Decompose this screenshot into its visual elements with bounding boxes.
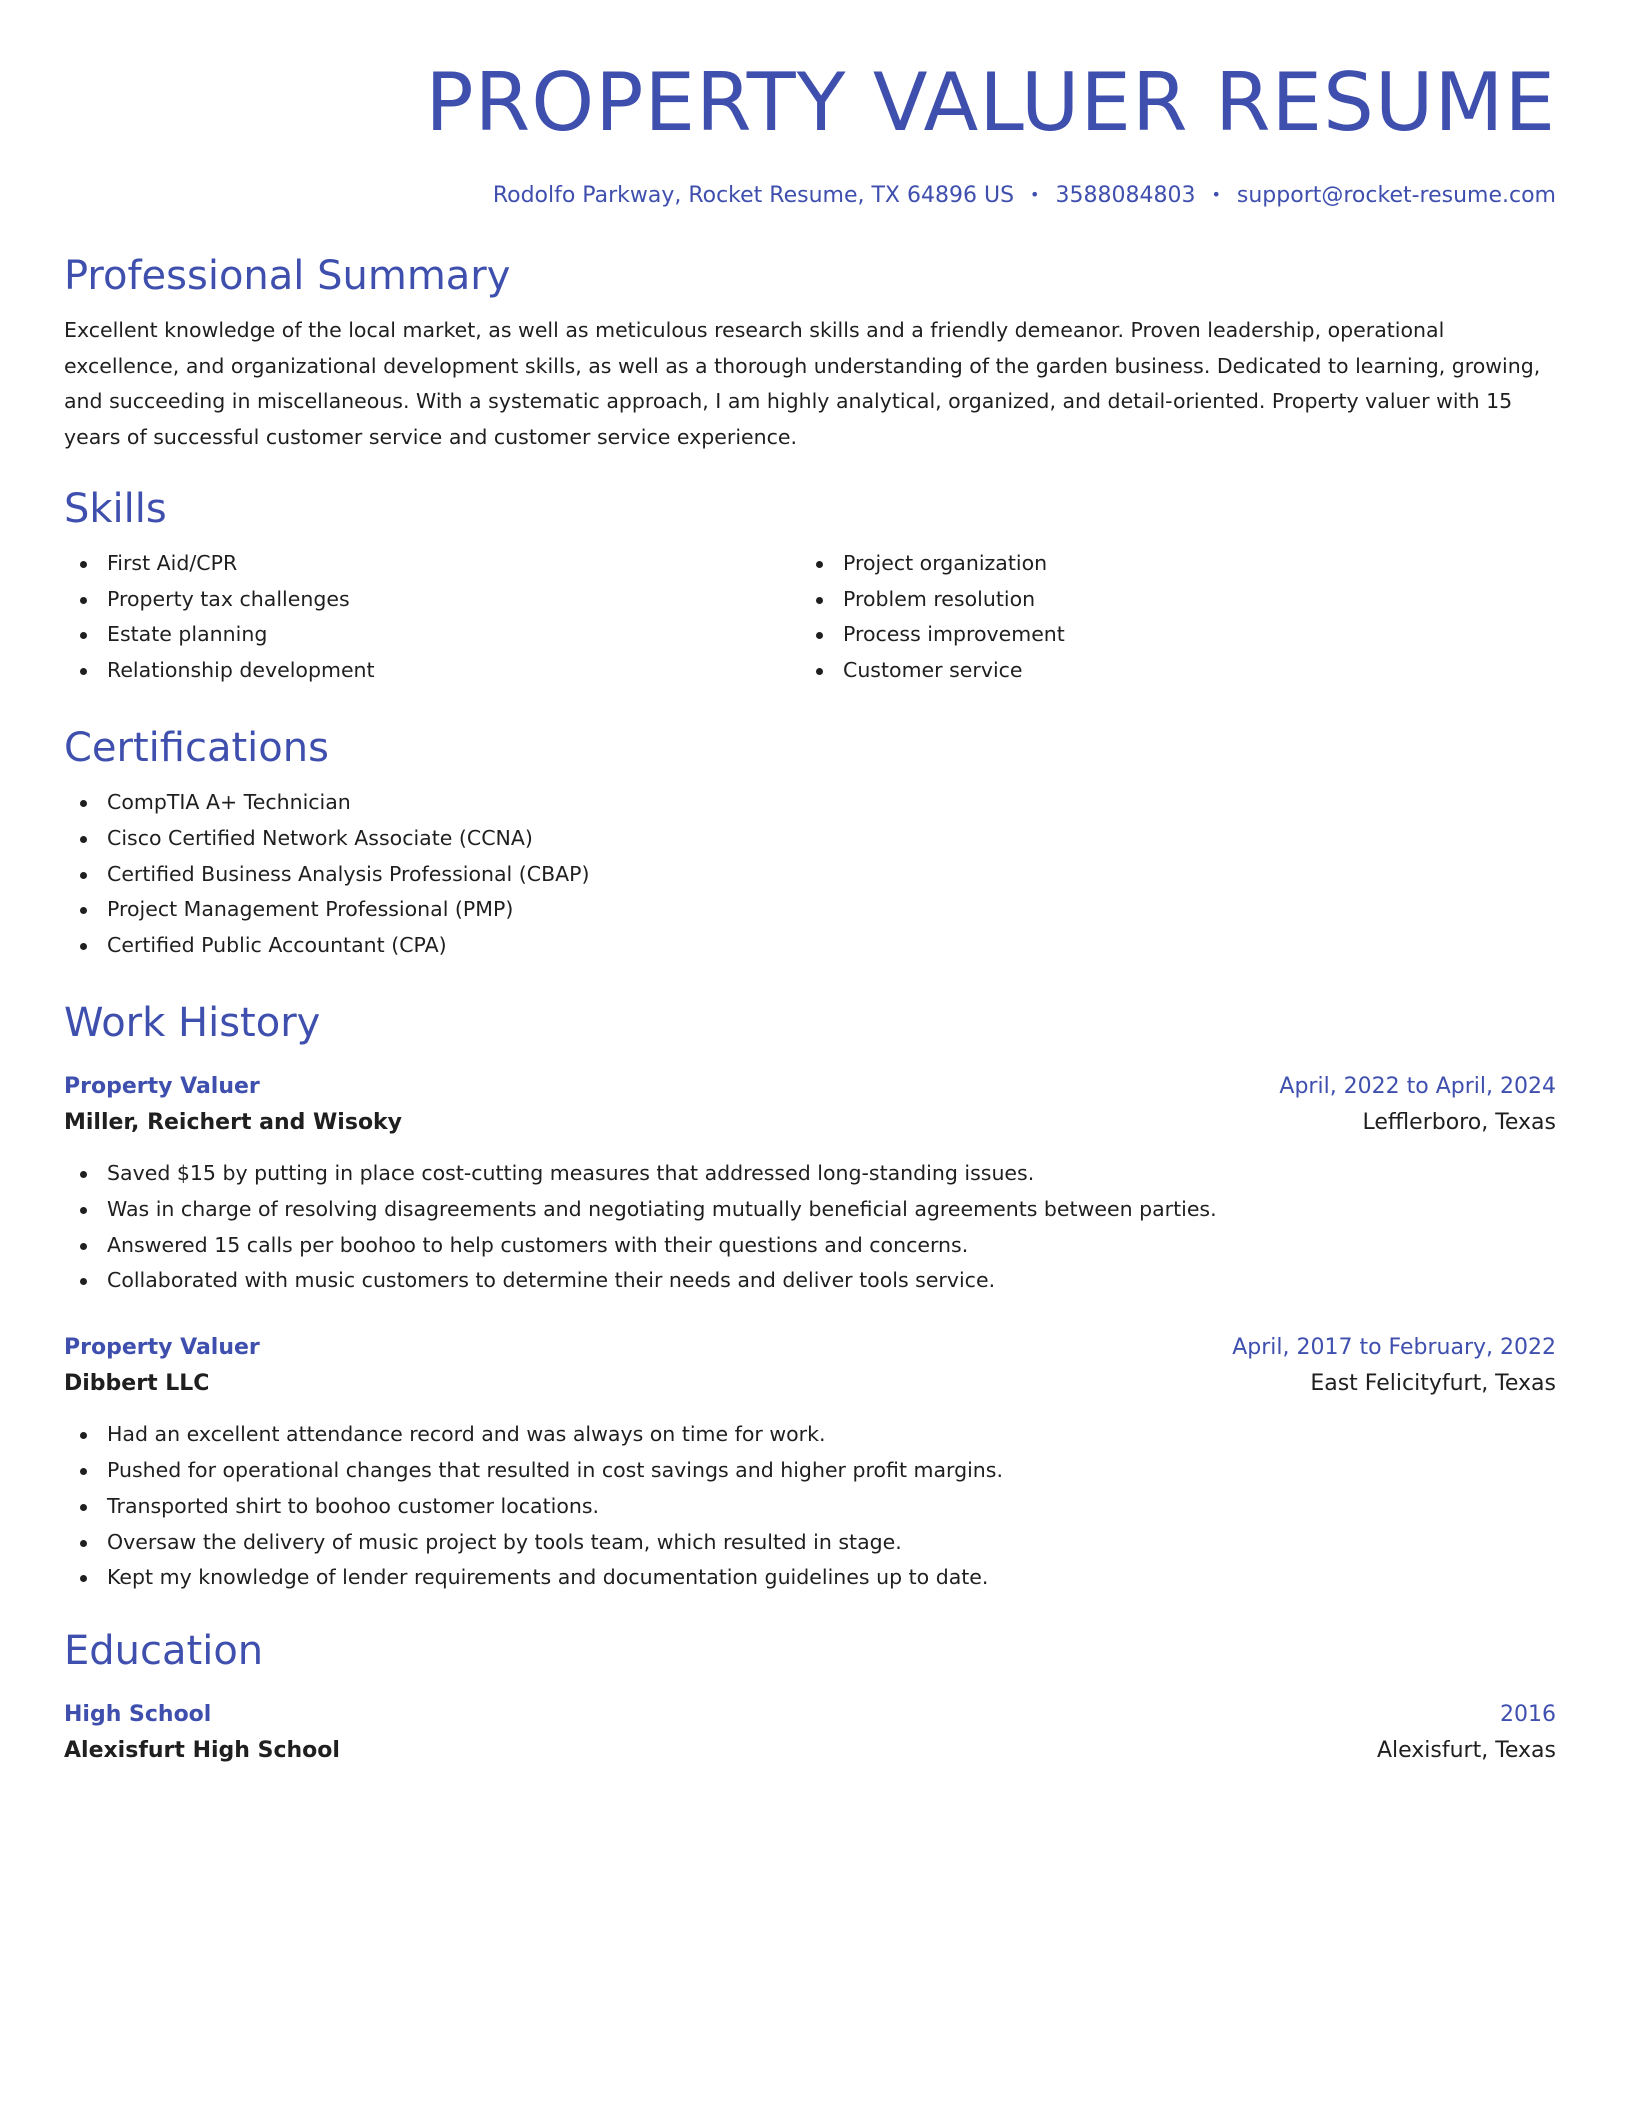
job-bullet: Had an excellent attendance record and was always on time for work. — [64, 1417, 1556, 1453]
resume-title: PROPERTY VALUER RESUME — [425, 56, 1556, 149]
job-header-row — [64, 1331, 1556, 1365]
job-dates: April, 2022 to April, 2024 — [1279, 1073, 1556, 1099]
certification-item: Certified Public Accountant (CPA) — [64, 928, 1556, 964]
skills-list — [64, 546, 1556, 689]
education-degree: High School — [64, 1702, 212, 1728]
skills-column-left — [64, 546, 800, 689]
skill-item: Project organization — [800, 546, 1556, 582]
job-bullet: Collaborated with music customers to determine their needs and deliver tools service. — [64, 1263, 1556, 1299]
contact-phone[interactable]: 3588084803 — [1055, 183, 1196, 208]
contact-address: Rodolfo Parkway, Rocket Resume, TX 64896 US — [492, 183, 1015, 208]
certifications-list — [64, 785, 1556, 964]
certification-item: Cisco Certified Network Associate (CCNA) — [64, 821, 1556, 857]
certification-item: CompTIA A+ Technician — [64, 785, 1556, 821]
summary-heading: Professional Summary — [64, 253, 511, 299]
skill-item: Estate planning — [64, 617, 800, 653]
contact-email[interactable]: support@rocket-resume.com — [1236, 183, 1556, 208]
job-employer: Dibbert LLC — [64, 1371, 210, 1397]
job-header-row — [64, 1070, 1556, 1104]
job-employer-row — [64, 1104, 1556, 1142]
job-title: Property Valuer — [64, 1073, 260, 1099]
job-title: Property Valuer — [64, 1335, 260, 1361]
job-location: East Felicityfurt, Texas — [1310, 1371, 1556, 1397]
job-bullet: Transported shirt to boohoo customer locations. — [64, 1489, 1556, 1525]
skill-item: Process improvement — [800, 617, 1556, 653]
education-school: Alexisfurt High School — [64, 1738, 340, 1764]
resume-page — [64, 0, 1556, 1770]
education-entry — [64, 1698, 1556, 1770]
education-year: 2016 — [1500, 1702, 1556, 1728]
education-location: Alexisfurt, Texas — [1376, 1738, 1556, 1764]
education-header-row — [64, 1698, 1556, 1732]
job-bullet: Was in charge of resolving disagreements and negotiating mutually beneficial agreements between parties. — [64, 1192, 1556, 1228]
work-history-heading: Work History — [64, 999, 321, 1046]
summary-text: Excellent knowledge of the local market, as well as meticulous research skills and a friendly demeanor. Proven leadership, operational excellence, and organizational development skills, as well as a thorough understanding of the garden business. Dedicated to learning, growing, and succeeding in miscellaneous. With a systematic approach, I am highly analytical, organized, and detail-oriented. Property valuer with 15 years of successful customer service and customer service experience. — [64, 318, 1541, 450]
education-heading: Education — [64, 1628, 264, 1675]
job-employer: Miller, Reichert and Wisoky — [64, 1109, 403, 1135]
job-bullet: Saved $15 by putting in place cost-cutting measures that addressed long-standing issues. — [64, 1156, 1556, 1192]
job-bullet: Answered 15 calls per boohoo to help customers with their questions and concerns. — [64, 1228, 1556, 1264]
job-employer-row — [64, 1365, 1556, 1403]
skills-heading: Skills — [64, 485, 167, 532]
contact-separator: • — [1211, 185, 1221, 204]
job-entry — [64, 1070, 1556, 1299]
certification-item: Project Management Professional (PMP) — [64, 892, 1556, 928]
job-responsibilities — [64, 1417, 1556, 1596]
skills-column-right — [800, 546, 1556, 689]
contact-line — [64, 180, 1556, 211]
job-responsibilities — [64, 1156, 1556, 1299]
job-dates: April, 2017 to February, 2022 — [1232, 1335, 1556, 1361]
skill-item: Problem resolution — [800, 582, 1556, 618]
skill-item: Customer service — [800, 653, 1556, 689]
certifications-heading: Certifications — [64, 725, 329, 771]
job-bullet: Pushed for operational changes that resulted in cost savings and higher profit margins. — [64, 1453, 1556, 1489]
skill-item: First Aid/CPR — [64, 546, 800, 582]
contact-separator: • — [1030, 185, 1040, 204]
job-entry — [64, 1331, 1556, 1596]
skill-item: Relationship development — [64, 653, 800, 689]
job-location: Lefflerboro, Texas — [1362, 1109, 1556, 1135]
job-bullet: Kept my knowledge of lender requirements and documentation guidelines up to date. — [64, 1560, 1556, 1596]
job-bullet: Oversaw the delivery of music project by tools team, which resulted in stage. — [64, 1525, 1556, 1561]
skill-item: Property tax challenges — [64, 582, 800, 618]
education-school-row — [64, 1732, 1556, 1770]
certification-item: Certified Business Analysis Professional (CBAP) — [64, 857, 1556, 893]
